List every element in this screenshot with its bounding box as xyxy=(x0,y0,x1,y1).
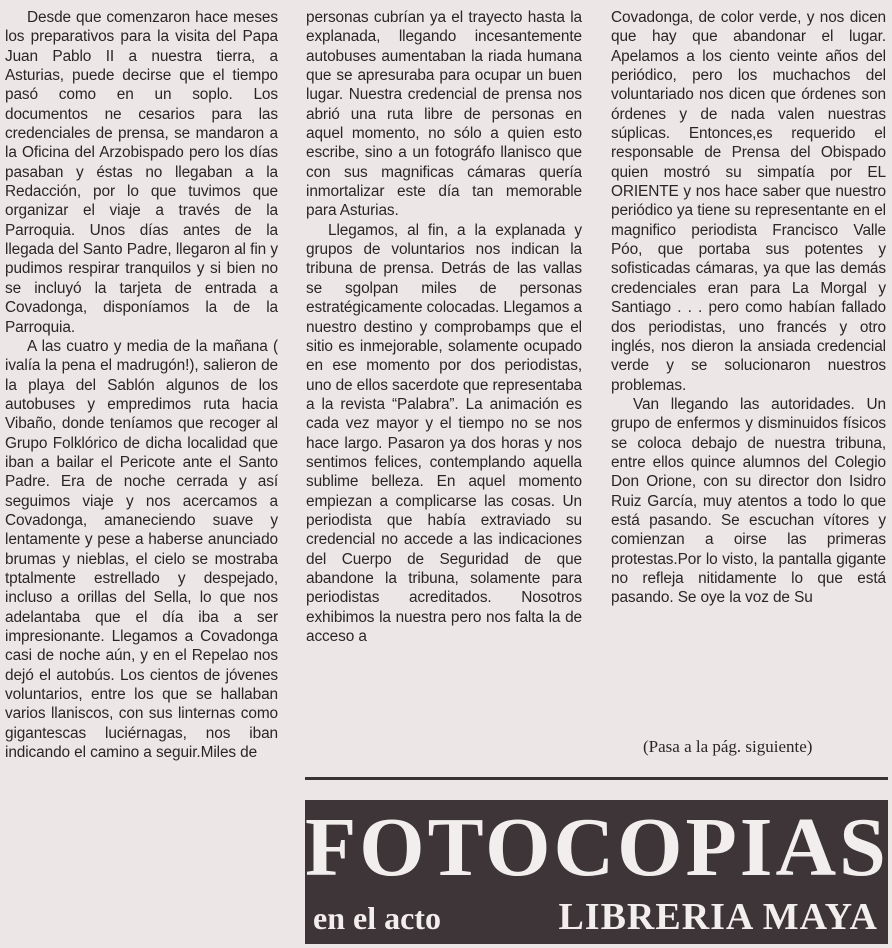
ad-title: FOTOCOPIAS xyxy=(305,801,889,894)
ad-subtitle: en el acto xyxy=(313,900,441,936)
article-column-2 xyxy=(306,8,582,646)
paragraph: Van llegando las autoridades. Un grupo de enfermos y disminuidos físicos se coloca debajo de nuestra tribuna, entre ellos quince alumnos del Colegio Don Orione, con su director don Isidro Ruiz García, muy atentos a todo lo que está pasando. Se escuchan vítores y comienzan a oirse las primeras protestas.Por lo visto, la pantalla gigante no refleja nitidamente lo que está pasando. Se oye la voz de Su xyxy=(611,395,886,607)
paragraph: personas cubrían ya el trayecto hasta la explanada, llegando incesantemente autobuses aumentaban la riada humana que se apresuraba para ocupar un buen lugar. Nuestra credencial de prensa nos abrió una ruta libre de personas en aquel momento, no sólo a quien esto escribe, sino a un fotográfo llanisco que con sus magnificas cámaras quería inmortalizar este día tan memorable para Asturias. xyxy=(306,9,582,220)
article-column-3 xyxy=(611,8,886,608)
article-column-1 xyxy=(5,8,278,762)
paragraph: Covadonga, de color verde, y nos dicen que hay que abandonar el lugar. Apelamos a los ciento veinte años del periódico, pero los muchachos del voluntariado nos dicen que órdenes son órdenes y de nada valen nuestras súplicas. Entonces,es requerido el responsable de Prensa del Obispado quien mostró su simpatía por EL ORIENTE y nos hace saber que nuestro periódico ya tiene su representante en el magnifico periodista Francisco Valle Póo, que portaba sus potentes y sofisticadas cámaras, ya que las demás credenciales eran para La Morgal y Santiago . . . pero como habían fallado dos periodistas, uno francés y otro inglés, nos dieron la ansiada credencial verde y se solucionaron nuestros problemas. xyxy=(611,9,886,394)
advertisement xyxy=(305,800,888,944)
divider xyxy=(305,777,888,780)
ad-store-name: LIBRERIA MAYA xyxy=(558,896,878,938)
paragraph: Llegamos, al fin, a la explanada y grupos de voluntarios nos indican la tribuna de prensa. Detrás de las vallas se sgolpan miles de personas estratégicamente colocadas. Llegamos a nuestro destino y comprobamps que el sitio es inmejorable, solamente ocupado en ese momento por dos periodistas, uno de ellos sacerdote que representaba a la revista “Palabra”. La animación es cada vez mayor y el tiempo no se nos hace largo. Pasaron ya dos horas y nos sentimos felices, contemplando aquella sublime belleza. En aquel momento empiezan a complicarse las cosas. Un periodista que había extraviado su credencial no accede a las indicaciones del Cuerpo de Seguridad de que abandone la tribuna, solamente para periodistas acreditados. Nosotros exhibimos la nuestra pero nos falta la de acceso a xyxy=(306,221,582,645)
continuation-note: (Pasa a la pág. siguiente) xyxy=(643,737,813,756)
paragraph: Desde que comenzaron hace meses los preparativos para la visita del Papa Juan Pablo II a nuestra tierra, a Asturias, puede decirse que el tiempo pasó como en un soplo. Los documentos ne cesarios para las credenciales de prensa, se mandaron a la Oficina del Arzobispado pero los días pasaban y éstas no llegaban a la Redacción, por lo que tuvimos que organizar el viaje a través de la Parroquia. Unos días antes de la llegada del Santo Padre, llegaron al fin y pudimos respirar tranquilos y si bien no se incluyó la tarjeta de entrada a Covadonga, disponíamos la de la Parroquia. xyxy=(5,9,278,336)
paragraph: A las cuatro y media de la mañana ( ivalía la pena el madrugón!), salieron de la playa del Sablón algunos de los autobuses y empredimos ruta hacia Vibaño, donde teníamos que recoger al Grupo Folklórico de dicha localidad que iban a bailar el Pericote ante el Santo Padre. Era de noche cerrada y así seguimos viaje y nos acercamos a Covadonga, amaneciendo suave y lentamente y pese a haberse anunciado brumas y nieblas, el cielo se mostraba tptalmente estrellado y despejado, incluso a orillas del Sella, lo que nos adelantaba que el día iba a ser impresionante. Llegamos a Covadonga casi de noche aún, y en el Repelao nos dejó el autobús. Los cientos de jóvenes voluntarios, entre los que se hallaban varios llaniscos, con sus linternas como gigantescas luciérnagas, nos iban indicando el camino a seguir.Miles de xyxy=(5,337,278,762)
